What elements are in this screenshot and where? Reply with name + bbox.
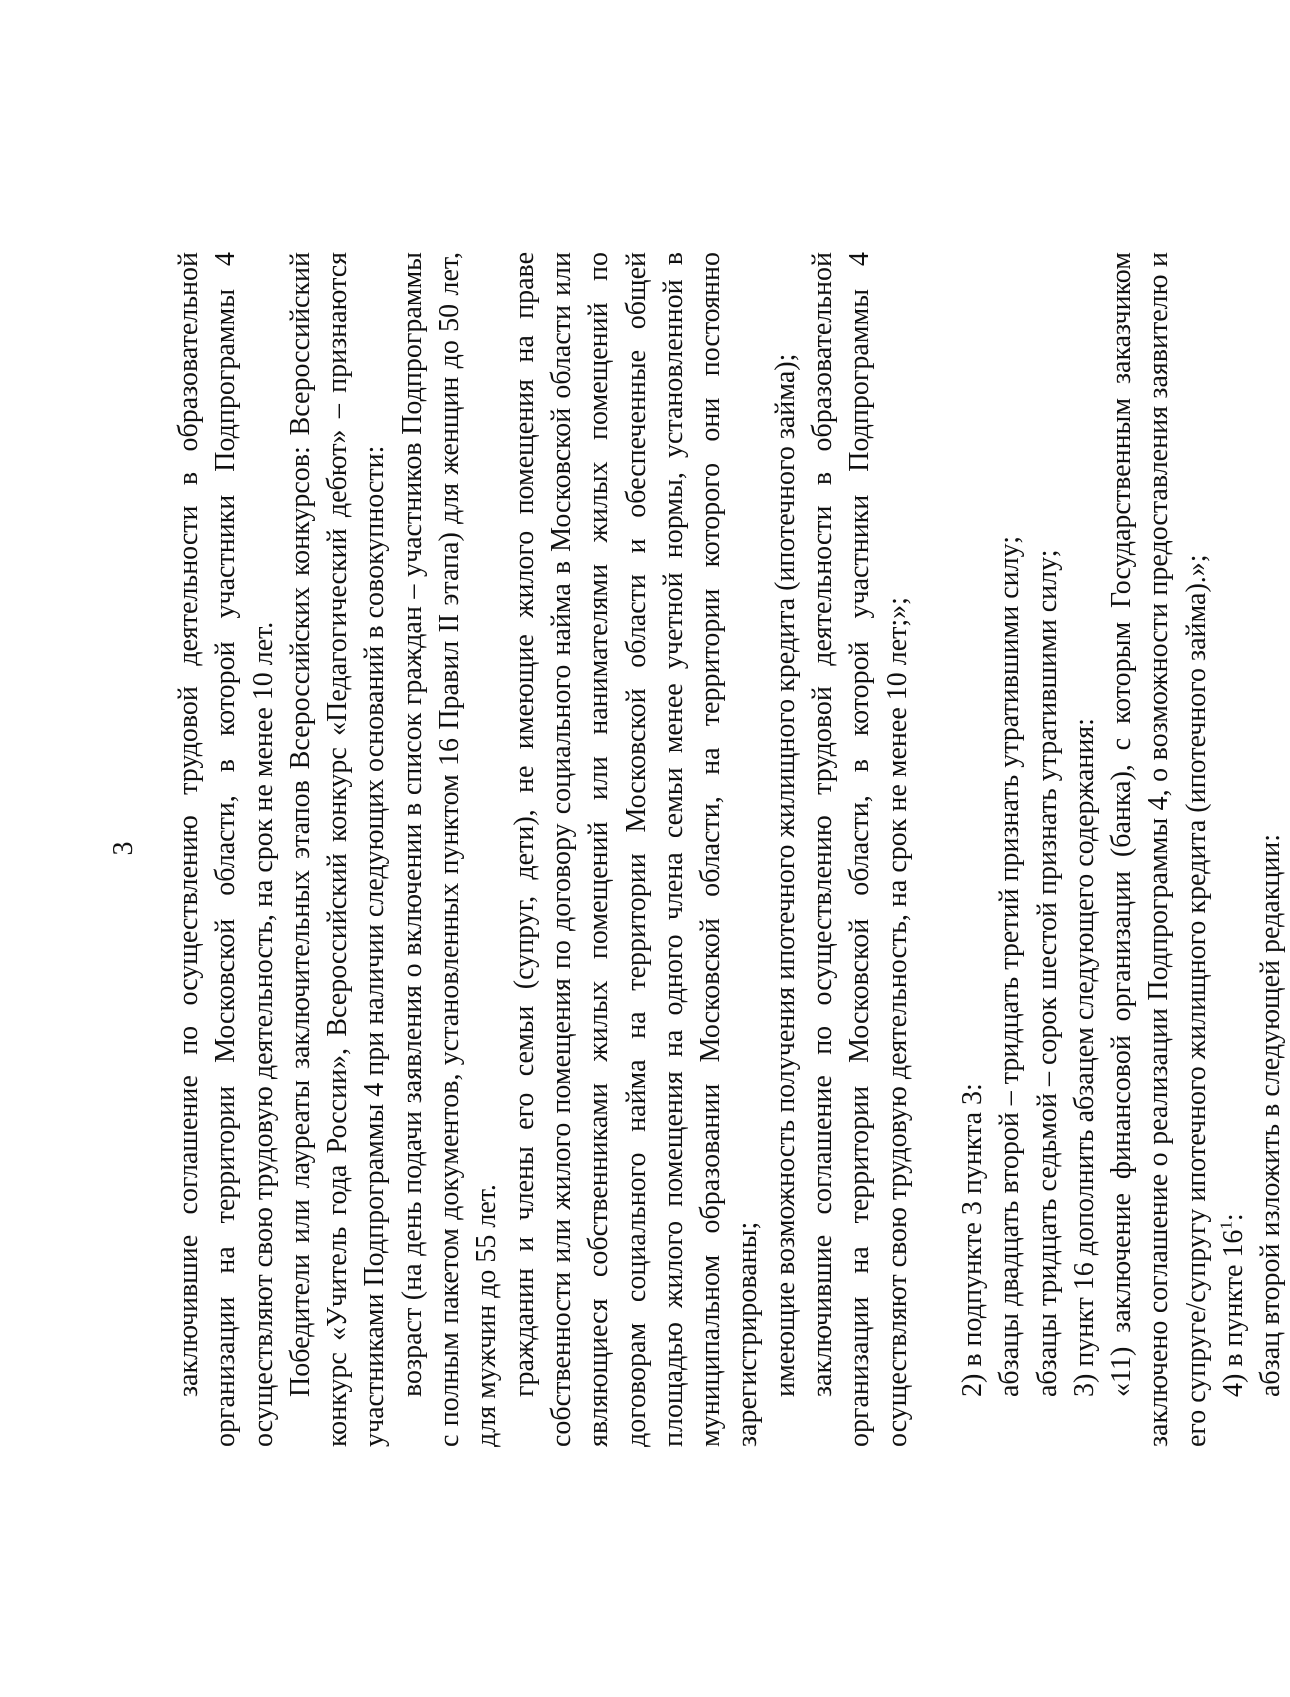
item-4-superscript: 1 xyxy=(1216,1221,1236,1230)
page-number: 3 xyxy=(108,841,139,856)
item-3: 3) пункт 16 дополнить абзацем следующего содержания: xyxy=(1068,718,1100,1397)
paragraph-housing: гражданин и члены его семьи (супруг, дети), не имеющие жилого помещения на праве собственности или жилого помещения по договору социального найма в Московской области или являющиеся собственниками жилых помещений или нанимателями жилых помещений по договорам социального найма на территории Московской области и обеспеченные общей площадью жилого помещения на одного члена семьи менее учетной нормы, установленной в муниципальном образовании Московской области, на территории которого они постоянно зарегистрированы; xyxy=(508,252,764,1447)
item-2-sub-1: абзацы двадцать второй – тридцать третий признать утратившими силу; xyxy=(994,536,1026,1397)
paragraph-gap xyxy=(916,252,954,1447)
item-3-text: «11) заключение финансовой организации (банка), с которым Государственным заказчиком заключено соглашение о реализации Подпрограммы 4, о возможности предоставления заявителю и его супруге/супругу ипотечного жилищного кредита (ипотечного займа).»; xyxy=(1106,252,1212,1447)
item-2-sub-2: абзацы тридцать седьмой – сорок шестой признать утратившими силу; xyxy=(1031,549,1063,1397)
paragraph-contest-winners: Победители или лауреаты заключительных этапов Всероссийских конкурсов: Всероссийский конкурс «Учитель года России», Всероссийский конкурс «Педагогический дебют» – признаются участниками Подпрограммы 4 при наличии следующих оснований в совокупности: xyxy=(284,252,391,1447)
paragraph-agreement-2: заключившие соглашение по осуществлению трудовой деятельности в образовательной организации на территории Московской области, в которой участники Подпрограммы 4 осуществляют свою трудовую деятельность, на срок не менее 10 лет;»; xyxy=(807,252,913,1447)
item-4 xyxy=(1215,252,1252,1447)
document-body xyxy=(170,252,1290,1447)
item-4-text: 4) в пункте 16 xyxy=(1218,1229,1250,1397)
item-2: 2) в подпункте 3 пункта 3: xyxy=(956,1083,988,1397)
paragraph-agreement-1: заключившие соглашение по осуществлению трудовой деятельности в образовательной организации на территории Московской области, в которой участники Подпрограммы 4 осуществляют свою трудовую деятельность, на срок не менее 10 лет. xyxy=(173,252,279,1447)
item-4-text-line: абзац второй изложить в следующей редакции: xyxy=(1255,833,1287,1397)
paragraph-age: возраст (на день подачи заявления о включении в список граждан – участников Подпрограммы с полным пакетом документов, установленных пунктом 16 Правил II этапа) для женщин до 50 лет, для мужчин до 55 лет. xyxy=(396,252,503,1447)
item-4-colon: : xyxy=(1218,1213,1250,1222)
paragraph-mortgage: имеющие возможность получения ипотечного жилищного кредита (ипотечного займа); xyxy=(769,353,801,1397)
